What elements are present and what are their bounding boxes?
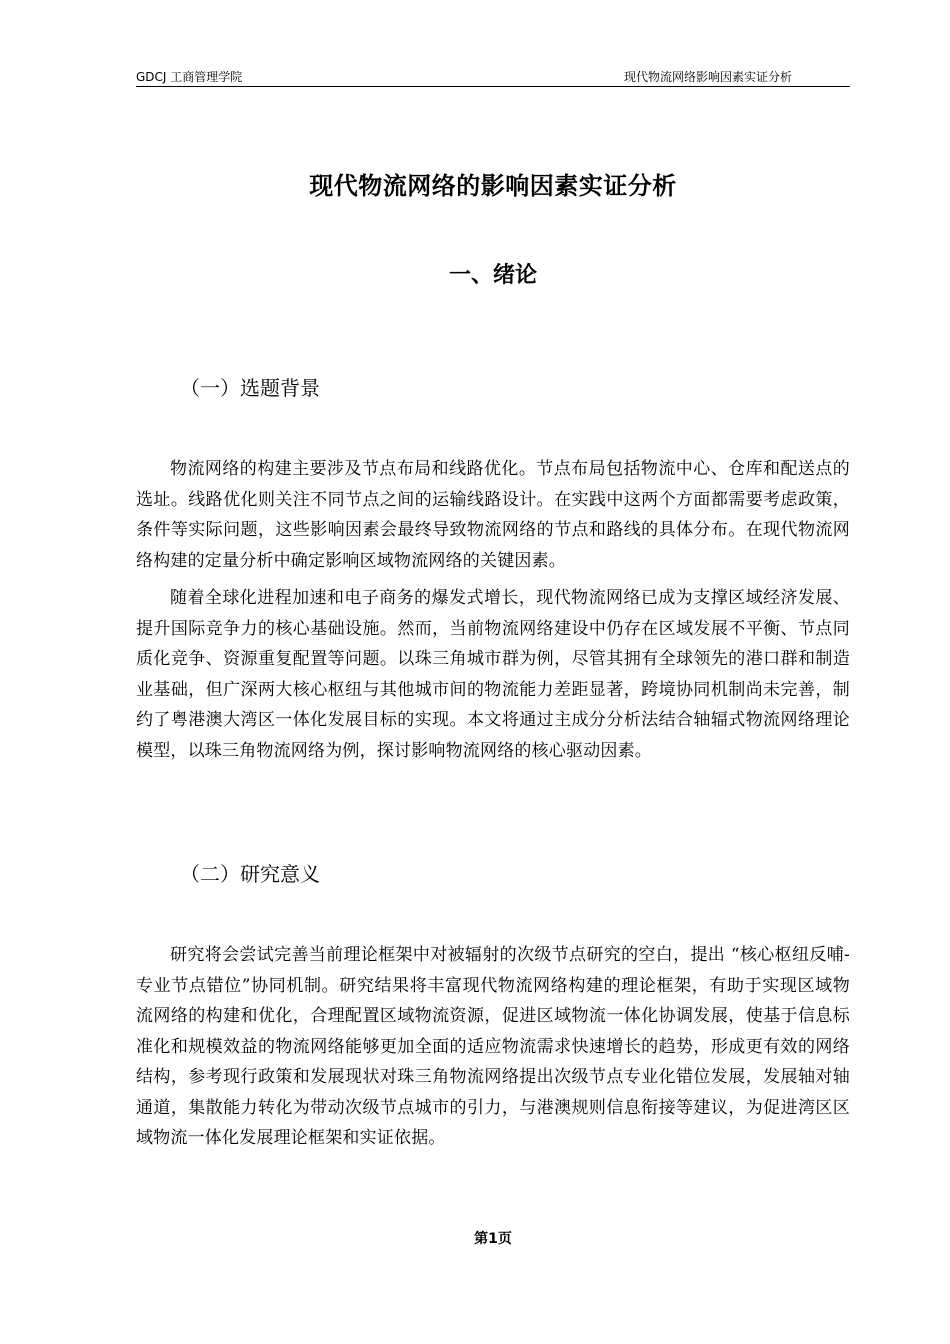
paragraph-significance-1: 研究将会尝试完善当前理论框架中对被辐射的次级节点研究的空白，提出 “核心枢纽反哺-专业节点错位”协同机制。研究结果将丰富现代物流网络构建的理论框架，有助于实现区域物流网络的构建和优化，合理配置区域物流资源，促进区域物流一体化协调发展，使基于信息标准化和规模效益的物流网络能够更加全面的适应物流需求快速增长的趋势，形成更有效的网络结构，参考现行政策和发展现状对珠三角物流网络提出次级节点专业化错位发展，发展轴对轴通道，集散能力转化为带动次级节点城市的引力，与港澳规则信息衔接等建议，为促进湾区区域物流一体化发展理论框架和实证依据。 [136, 945, 850, 1148]
page-header [136, 66, 850, 87]
paragraph-background-2: 随着全球化进程加速和电子商务的爆发式增长，现代物流网络已成为支撑区域经济发展、提升国际竞争力的核心基础设施。然而，当前物流网络建设中仍存在区域发展不平衡、节点同质化竞争、资源重复配置等问题。以珠三角城市群为例，尽管其拥有全球领先的港口群和制造业基础，但广深两大核心枢纽与其他城市间的物流能力差距显著，跨境协同机制尚未完善，制约了粤港澳大湾区一体化发展目标的实现。本文将通过主成分分析法结合轴辐式物流网络理论模型，以珠三角物流网络为例，探讨影响物流网络的核心驱动因素。 [136, 588, 850, 761]
document-title: 现代物流网络的影响因素实证分析 [309, 172, 677, 200]
paragraph-background-1: 物流网络的构建主要涉及节点布局和线路优化。节点布局包括物流中心、仓库和配送点的选址。线路优化则关注不同节点之间的运输线路设计。在实践中这两个方面都需要考虑政策，条件等实际问题，这些影响因素会最终导致物流网络的节点和路线的具体分布。在现代物流网络构建的定量分析中确定影响区域物流网络的关键因素。 [136, 459, 850, 571]
header-institution: GDCJ 工商管理学院 [136, 70, 243, 84]
chapter-heading: 一、绪论 [448, 263, 537, 288]
section-heading-significance: （二）研究意义 [180, 862, 320, 886]
page-number: 第1页 [474, 1231, 512, 1247]
header-running-title: 现代物流网络影响因素实证分析 [623, 70, 792, 84]
section-heading-background: （一）选题背景 [180, 376, 320, 400]
